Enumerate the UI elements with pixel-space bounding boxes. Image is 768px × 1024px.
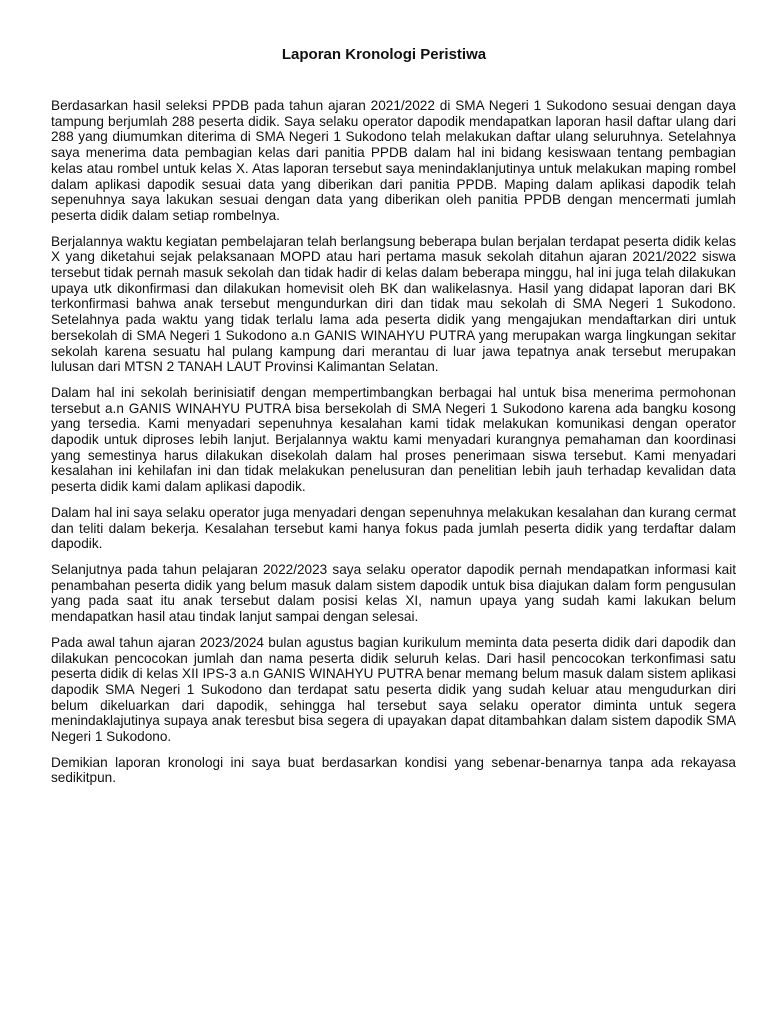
paragraph-6: Pada awal tahun ajaran 2023/2024 bulan agustus bagian kurikulum meminta data peserta didik dari dapodik dan dilakukan pencocokan jumlah dan nama peserta didik seluruh kelas. Dari hasil pencocokan terkonfimasi satu peserta didik di kelas XII IPS-3 a.n GANIS WINAHYU PUTRA benar memang belum masuk dalam sistem aplikasi dapodik SMA Negeri 1 Sukodono dan terdapat satu peserta didik yang sudah keluar atau mengudurkan diri belum dikeluarkan dari dapodik, sehingga hal tersebut saya selaku operator diminta untuk segera menindaklajutinya supaya anak teresbut bisa segera di upayakan dapat ditambahkan dalam sistem dapodik SMA Negeri 1 Sukodono.: [51, 634, 736, 745]
paragraph-3: Dalam hal ini sekolah berinisiatif dengan mempertimbangkan berbagai hal untuk bisa menerima permohonan tersebut a.n GANIS WINAHYU PUTRA bisa bersekolah di SMA Negeri 1 Sukodono karena ada bangku kosong yang tersedia. Kami menyadari sepenuhnya kesalahan kami tidak melakukan komunikasi dengan operator dapodik untuk diproses lebih lanjut. Berjalannya waktu kami menyadari kurangnya pemahaman dan koordinasi yang semestinya harus dilakukan disekolah dalam hal proses penerimaan siswa tersebut. Kami menyadari kesalahan ini kehilafan ini dan tidak melakukan penelusuran dan penelitian lebih jauh terhadap kevalidan data peserta didik kami dalam aplikasi dapodik.: [51, 384, 736, 495]
paragraph-1: Berdasarkan hasil seleksi PPDB pada tahun ajaran 2021/2022 di SMA Negeri 1 Sukodono sesuai dengan daya tampung berjumlah 288 peserta didik. Saya selaku operator dapodik mendapatkan laporan hasil daftar ulang dari 288 yang diumumkan diterima di SMA Negeri 1 Sukodono telah melakukan daftar ulang seluruhnya. Setelahnya saya menerima data pembagian kelas dari panitia PPDB dalam hal ini bidang kesiswaan tentang pembagian kelas atau rombel untuk kelas X. Atas laporan tersebut saya menindaklanjutinya untuk melakukan maping rombel dalam aplikasi dapodik sesuai data yang diberikan dari panitia PPDB. Maping dalam aplikasi dapodik telah sepenuhnya saya lakukan sesuai dengan data yang diberikan oleh panitia PPDB dengan mencermati jumlah peserta didik dalam setiap rombelnya.: [51, 98, 736, 223]
paragraph-2: Berjalannya waktu kegiatan pembelajaran telah berlangsung beberapa bulan berjalan terdapat peserta didik kelas X yang diketahui sejak pelaksanaan MOPD atau hari pertama masuk sekolah ditahun ajaran 2021/2022 siswa tersebut tidak pernah masuk sekolah dan tidak hadir di kelas dalam beberapa minggu, hal ini juga telah dilakukan upaya utk dikonfirmasi dan dilakukan homevisit oleh BK dan walikelasnya. Hasil yang didapat laporan dari BK terkonfirmasi bahwa anak tersebut mengundurkan diri dan tidak mau sekolah di SMA Negeri 1 Sukodono. Setelahnya pada waktu yang tidak terlalu lama ada peserta didik yang mengajukan mendaftarkan diri untuk bersekolah di SMA Negeri 1 Sukodono a.n GANIS WINAHYU PUTRA yang merupakan warga lingkungan sekitar sekolah karena sesuatu hal pulang kampung dari merantau di luar jawa tepatnya anak tersebut merupakan lulusan dari MTSN 2 TANAH LAUT Provinsi Kalimantan Selatan.: [51, 233, 736, 375]
document-title: Laporan Kronologi Peristiwa: [281, 46, 487, 63]
paragraph-4: Dalam hal ini saya selaku operator juga menyadari dengan sepenuhnya melakukan kesalahan dan kurang cermat dan teliti dalam bekerja. Kesalahan tersebut kami hanya fokus pada jumlah peserta didik yang terdaftar dalam dapodik.: [51, 504, 736, 552]
paragraph-5: Selanjutnya pada tahun pelajaran 2022/2023 saya selaku operator dapodik pernah mendapatkan informasi kait penambahan peserta didik yang belum masuk dalam sistem dapodik untuk bisa diajukan dalam form pengusulan yang pada saat itu anak tersebut dalam posisi kelas XI, namun upaya yang sudah kami lakukan belum mendapatkan hasil atau tindak lanjut sampai dengan selesai.: [51, 561, 736, 625]
paragraph-7: Demikian laporan kronologi ini saya buat berdasarkan kondisi yang sebenar-benarnya tanpa ada rekayasa sedikitpun.: [51, 754, 736, 786]
document-body: [51, 98, 736, 796]
